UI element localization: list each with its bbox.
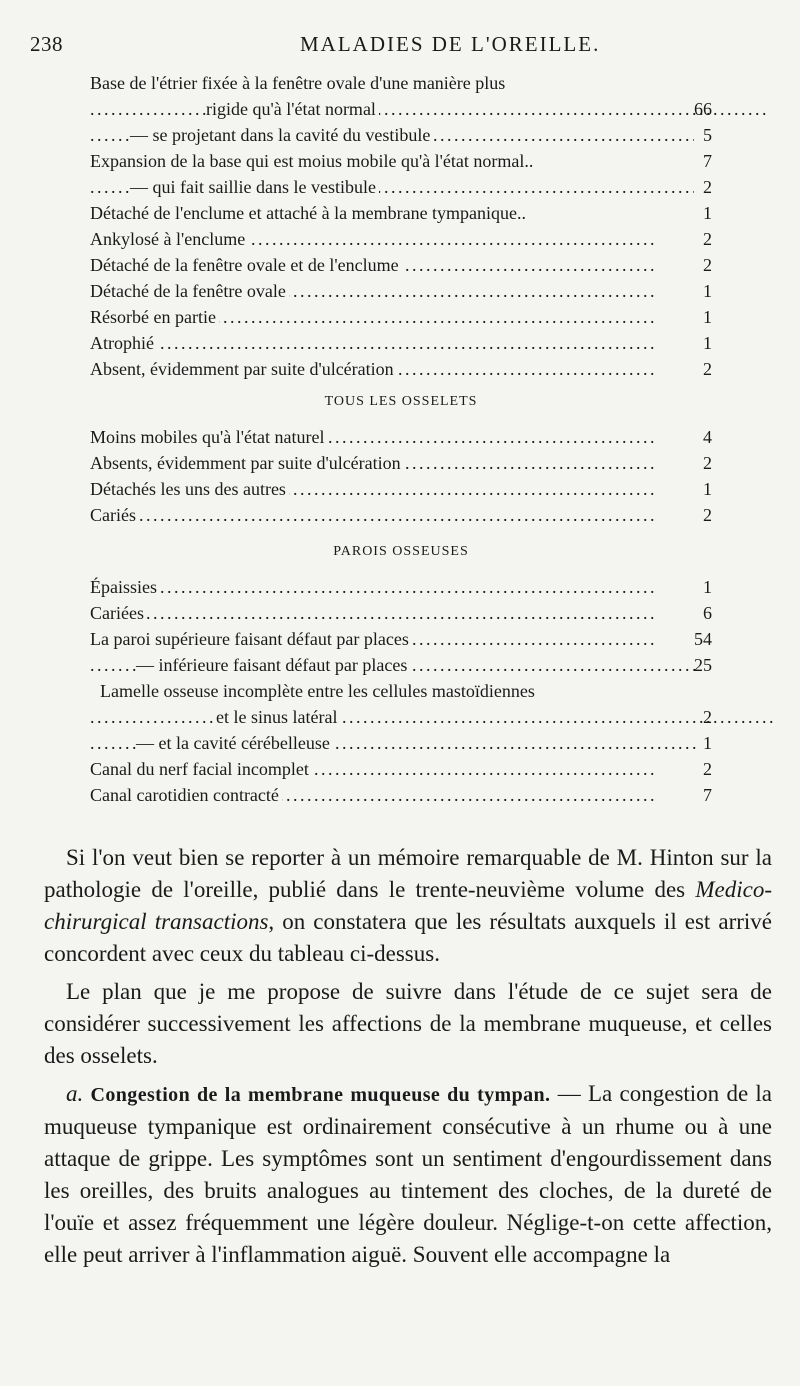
row-value: 1 xyxy=(703,333,712,353)
table-row xyxy=(90,200,712,226)
row-label: Ankylosé à l'enclume xyxy=(90,229,248,249)
journal-title: Medico-chirurgical transactions xyxy=(44,877,772,934)
row-value: 2 xyxy=(703,505,712,525)
table-row xyxy=(90,450,712,476)
section-letter: a. xyxy=(66,1081,84,1106)
paragraph-text: Si l'on veut bien se reporter à un mémoire remarquable de M. Hinton sur la pathologie de l'oreille, publié dans le trente-neuvième volume des xyxy=(44,845,772,902)
running-title: MALADIES DE L'OREILLE. xyxy=(300,32,601,56)
row-label: Épaissies xyxy=(90,577,160,597)
table-row xyxy=(90,476,712,502)
row-value: 66 xyxy=(694,99,712,119)
table-row xyxy=(90,704,712,730)
paragraph-congestion xyxy=(44,1078,772,1271)
paragraph-text: , on constatera que les résultats auxquels il est arrivé concordent avec ceux du tableau ci-dessus. xyxy=(44,909,772,966)
row-value: 2 xyxy=(703,707,712,727)
table-row xyxy=(90,252,712,278)
table-row xyxy=(90,424,712,450)
row-value: 1 xyxy=(703,577,712,597)
table-row xyxy=(90,600,712,626)
section-heading: TOUS LES OSSELETS xyxy=(324,394,478,409)
row-label: Absents, évidemment par suite d'ulcération xyxy=(90,453,404,473)
row-label: — se projetant dans la cavité du vestibule xyxy=(130,125,433,145)
row-label: Détachés les uns des autres xyxy=(90,479,289,499)
row-label: Détaché de la fenêtre ovale et de l'enclume xyxy=(90,255,402,275)
row-value: 2 xyxy=(703,359,712,379)
row-label: Cariés xyxy=(90,505,139,525)
row-label: rigide qu'à l'état normal xyxy=(206,99,379,119)
table-row xyxy=(90,502,712,528)
table-row xyxy=(90,148,712,174)
row-value: 2 xyxy=(703,255,712,275)
table-row xyxy=(90,96,712,122)
row-label: Base de l'étrier fixée à la fenêtre ovale d'une manière plus xyxy=(90,73,508,93)
row-value: 6 xyxy=(703,603,712,623)
row-value: 25 xyxy=(694,655,712,675)
section-heading: PAROIS OSSEUSES xyxy=(333,544,469,559)
row-label: Expansion de la base qui est moius mobile qu'à l'état normal.. xyxy=(90,151,536,171)
page-number: 238 xyxy=(30,32,63,56)
table-row xyxy=(90,574,712,600)
table-row xyxy=(90,356,712,382)
row-label: Détaché de l'enclume et attaché à la membrane tympanique.. xyxy=(90,203,529,223)
row-label: et le sinus latéral xyxy=(216,707,340,727)
row-value: 5 xyxy=(703,125,712,145)
table-row xyxy=(90,782,712,808)
row-label: — qui fait saillie dans le vestibule xyxy=(130,177,379,197)
row-value: 1 xyxy=(703,733,712,753)
table-row xyxy=(90,226,712,252)
body-text xyxy=(44,842,772,1271)
row-value: 7 xyxy=(703,785,712,805)
table-row xyxy=(90,652,712,678)
row-value: 1 xyxy=(703,479,712,499)
paragraph-text: — La congestion de la muqueuse tympanique est ordinairement consécutive à un rhume ou à une attaque de grippe. Les symptômes sont un sentiment d'engourdissement dans les oreilles, des bruits analogues au tintement des cloches, de la dureté de l'ouïe et assez fréquemment une légère douleur. Néglige-t-on cette affection, elle peut arriver à l'inflammation aiguë. Souvent elle accompagne la xyxy=(44,1081,773,1267)
row-label: Lamelle osseuse incomplète entre les cellules mastoïdiennes xyxy=(100,681,538,701)
row-value: 2 xyxy=(703,177,712,197)
row-value: 54 xyxy=(694,629,712,649)
section-heading-congestion: Congestion de la membrane muqueuse du tympan. xyxy=(90,1084,551,1106)
paragraph-hinton xyxy=(44,842,772,970)
row-value: 1 xyxy=(703,281,712,301)
row-label: Absent, évidemment par suite d'ulcération xyxy=(90,359,397,379)
row-label: Résorbé en partie xyxy=(90,307,219,327)
row-value: 7 xyxy=(703,151,712,171)
row-value: 4 xyxy=(703,427,712,447)
row-value: 2 xyxy=(703,229,712,249)
table-row xyxy=(90,330,712,356)
row-value: 1 xyxy=(703,307,712,327)
table-row xyxy=(90,304,712,330)
row-label: Atrophié xyxy=(90,333,157,353)
paragraph-plan: Le plan que je me propose de suivre dans l'étude de ce sujet sera de considérer successivement les affections de la membrane muqueuse, et celles des osselets. xyxy=(44,979,772,1068)
table-row xyxy=(90,278,712,304)
table-row xyxy=(90,122,712,148)
table-row xyxy=(90,70,712,96)
row-label: Canal du nerf facial incomplet xyxy=(90,759,312,779)
row-label: Détaché de la fenêtre ovale xyxy=(90,281,289,301)
table-row xyxy=(90,174,712,200)
table-row xyxy=(90,730,712,756)
row-label: — et la cavité cérébelleuse xyxy=(136,733,333,753)
row-label: — inférieure faisant défaut par places xyxy=(136,655,410,675)
table-row xyxy=(90,626,712,652)
table-row xyxy=(90,678,712,704)
row-label: La paroi supérieure faisant défaut par places xyxy=(90,629,412,649)
row-label: Cariées xyxy=(90,603,147,623)
row-label: Moins mobiles qu'à l'état naturel xyxy=(90,427,327,447)
row-label: Canal carotidien contracté xyxy=(90,785,282,805)
page-header xyxy=(30,32,770,62)
table-row xyxy=(90,756,712,782)
row-value: 2 xyxy=(703,759,712,779)
row-value: 1 xyxy=(703,203,712,223)
row-value: 2 xyxy=(703,453,712,473)
